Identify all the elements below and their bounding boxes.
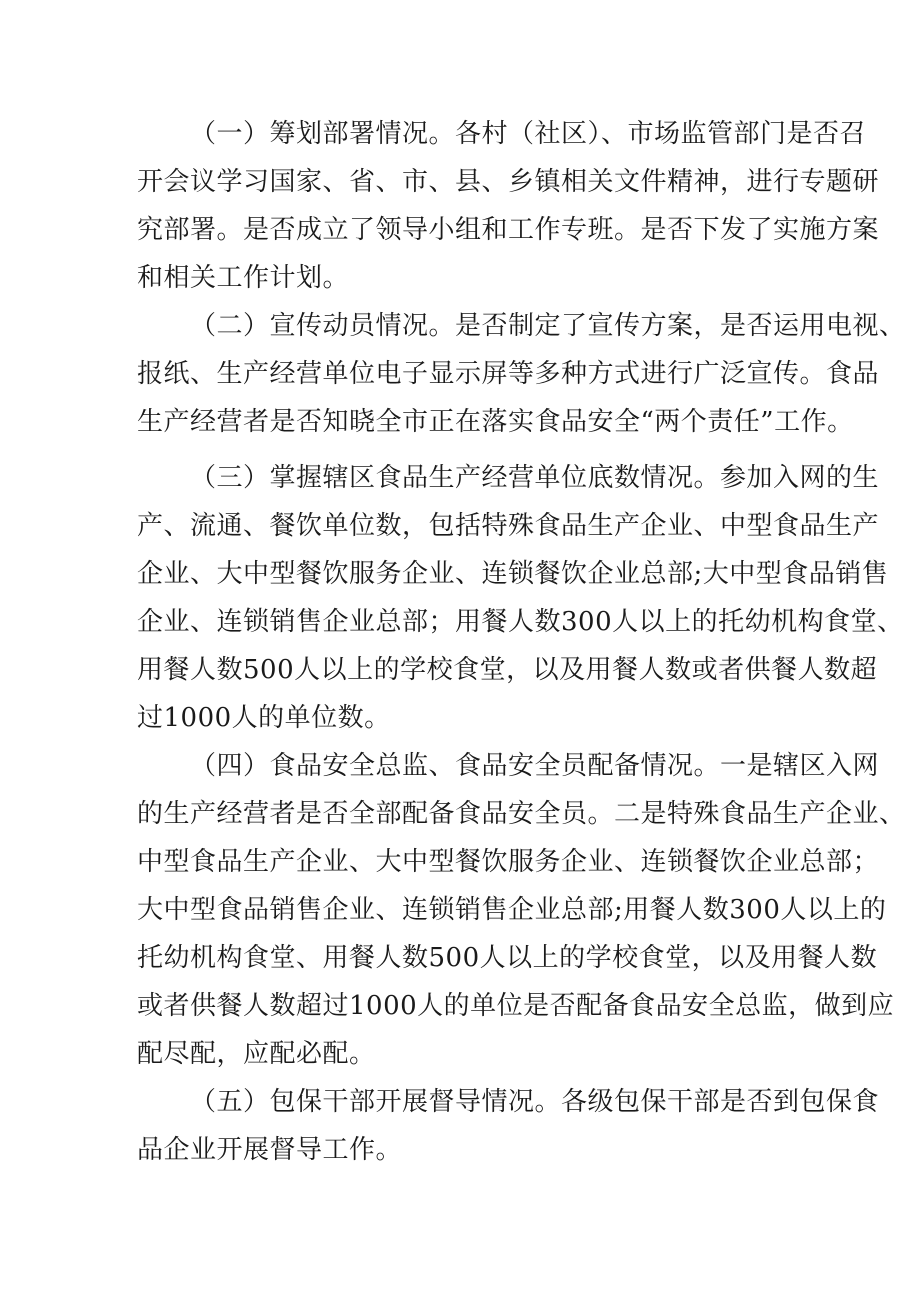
- section-4-line-6: 或者供餐人数超过1000人的单位是否配备食品安全总监，做到应: [137, 991, 895, 1021]
- section-3-line-2: 产、流通、餐饮单位数，包括特殊食品生产企业、中型食品生产: [137, 511, 880, 541]
- section-2-line-2: 报纸、生产经营单位电子显示屏等多种方式进行广泛宣传。食品: [137, 359, 880, 389]
- section-5-line-1: （五）包保干部开展督导情况。各级包保干部是否到包保食: [190, 1087, 880, 1117]
- section-1-line-4: 和相关工作计划。: [137, 263, 350, 293]
- section-2-line-3: 生产经营者是否知晓全市正在落实食品安全“两个责任”工作。: [137, 407, 854, 437]
- section-2-line-1: （二）宣传动员情况。是否制定了宣传方案，是否运用电视、: [190, 311, 906, 341]
- section-1-line-2: 开会议学习国家、省、市、县、乡镇相关文件精神，进行专题研: [137, 167, 880, 197]
- section-5-line-2: 品企业开展督导工作。: [137, 1135, 403, 1165]
- section-1-line-1: （一）筹划部署情况。各村（社区）、市场监管部门是否召: [190, 119, 867, 149]
- section-3-line-1: （三）掌握辖区食品生产经营单位底数情况。参加入网的生: [190, 463, 880, 493]
- section-3-line-5: 用餐人数500人以上的学校食堂，以及用餐人数或者供餐人数超: [137, 655, 878, 685]
- section-4-line-5: 托幼机构食堂、用餐人数500人以上的学校食堂，以及用餐人数: [137, 943, 878, 973]
- section-4-line-1: （四）食品安全总监、食品安全员配备情况。一是辖区入网: [190, 751, 880, 781]
- section-4-line-2: 的生产经营者是否全部配备食品安全员。二是特殊食品生产企业、: [137, 799, 906, 829]
- section-3-line-6: 过1000人的单位数。: [137, 703, 391, 733]
- section-4-line-4: 大中型食品销售企业、连锁销售企业总部;用餐人数300人以上的: [137, 895, 887, 925]
- section-1-line-3: 究部署。是否成立了领导小组和工作专班。是否下发了实施方案: [137, 215, 880, 245]
- section-4-line-7: 配尽配，应配必配。: [137, 1039, 376, 1069]
- section-4-line-3: 中型食品生产企业、大中型餐饮服务企业、连锁餐饮企业总部；: [137, 847, 880, 877]
- section-3-line-4: 企业、连锁销售企业总部；用餐人数300人以上的托幼机构食堂、: [137, 607, 904, 637]
- section-3-line-3: 企业、大中型餐饮服务企业、连锁餐饮企业总部;大中型食品销售: [137, 559, 889, 589]
